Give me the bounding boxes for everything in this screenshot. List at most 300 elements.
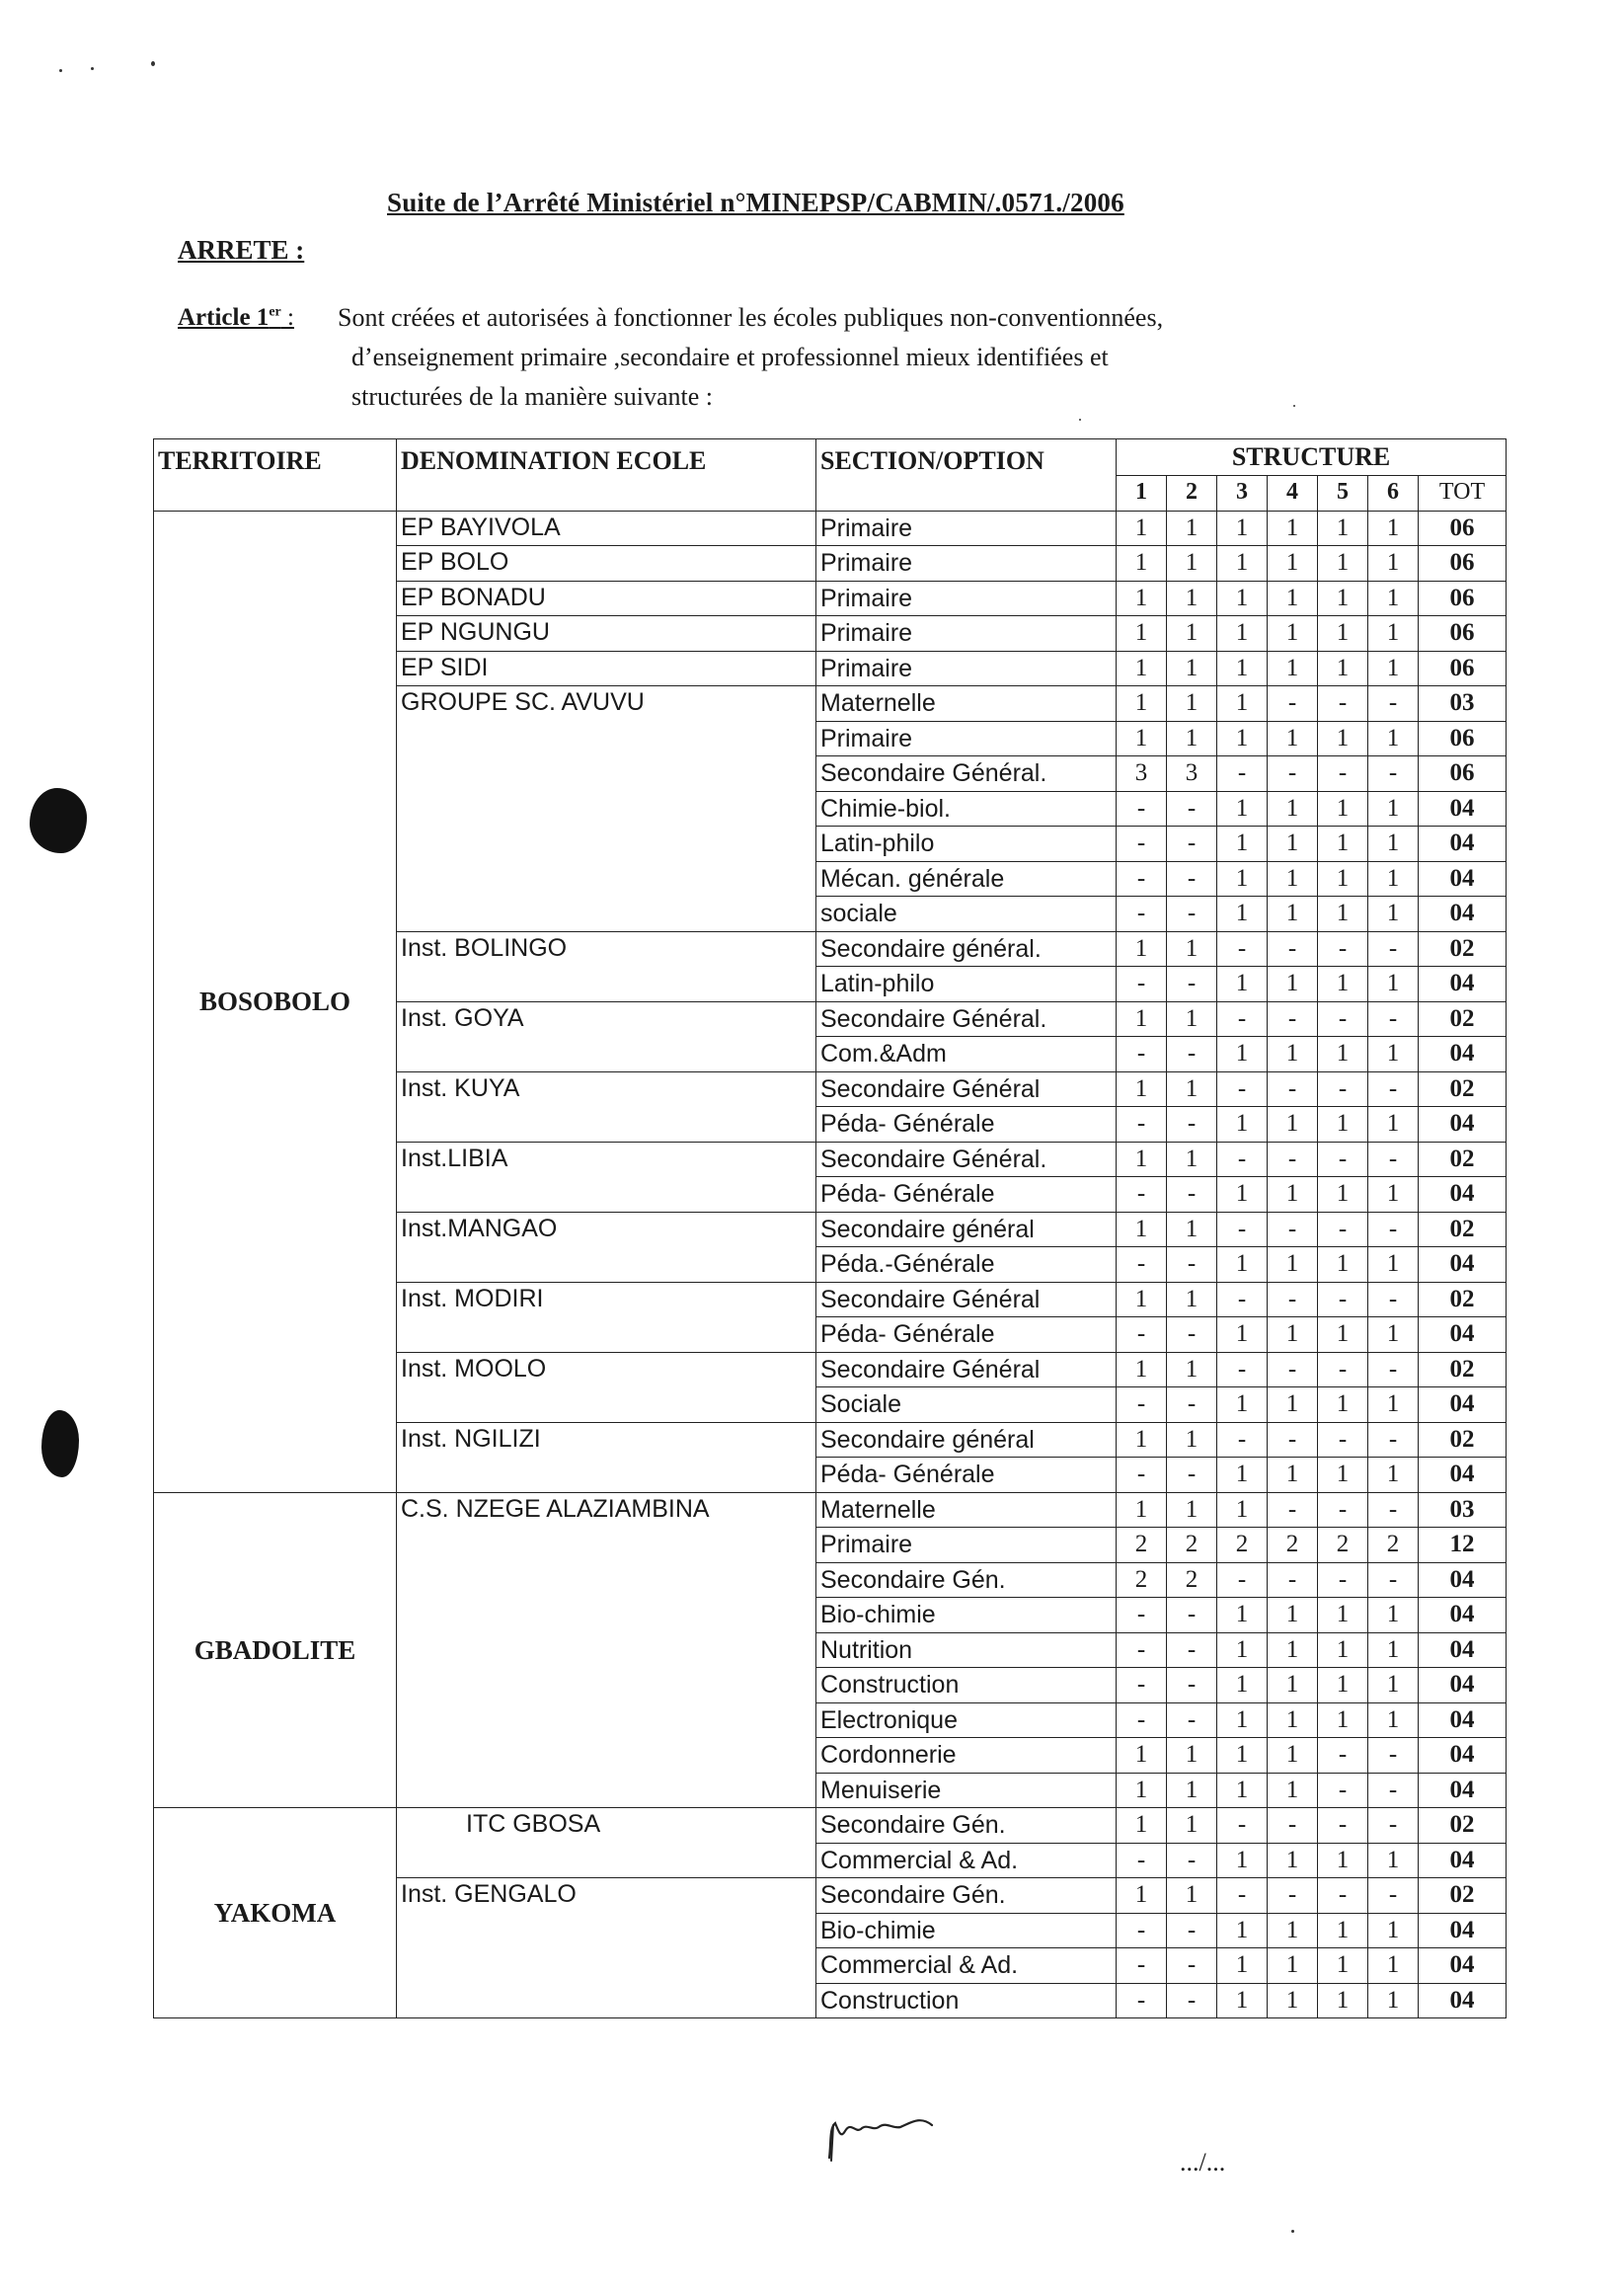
level-4-cell: - xyxy=(1268,756,1318,792)
level-2-cell: 1 xyxy=(1167,1492,1217,1528)
school-name-cell: Inst.MANGAO xyxy=(397,1212,816,1282)
level-3-cell: 1 xyxy=(1217,1632,1268,1668)
level-6-cell: - xyxy=(1368,1282,1419,1317)
level-2-cell: - xyxy=(1167,1458,1217,1493)
level-1-cell: - xyxy=(1117,1632,1167,1668)
section-cell: sociale xyxy=(816,897,1117,932)
school-name-cell: Inst. GOYA xyxy=(397,1001,816,1071)
article-line: d’enseignement primaire ,secondaire et professionnel mieux identifiées et xyxy=(351,343,1109,371)
level-6-cell: - xyxy=(1368,1001,1419,1037)
total-cell: 04 xyxy=(1419,897,1507,932)
level-1-cell: - xyxy=(1117,1177,1167,1213)
section-cell: Commercial & Ad. xyxy=(816,1948,1117,1984)
schools-table xyxy=(153,438,1507,2018)
article-label-colon: : xyxy=(280,304,294,331)
level-1-cell: 1 xyxy=(1117,651,1167,686)
level-1-cell: 1 xyxy=(1117,1808,1167,1844)
total-cell: 04 xyxy=(1419,1037,1507,1072)
table-body xyxy=(154,511,1507,2018)
school-name-cell: GROUPE SC. AVUVU xyxy=(397,686,816,932)
level-3-cell: - xyxy=(1217,1878,1268,1914)
level-4-cell: 1 xyxy=(1268,1913,1318,1948)
level-1-cell: - xyxy=(1117,1247,1167,1283)
header-level-3: 3 xyxy=(1217,476,1268,512)
section-cell: Secondaire Gén. xyxy=(816,1878,1117,1914)
level-6-cell: - xyxy=(1368,1562,1419,1598)
level-5-cell: 2 xyxy=(1318,1528,1368,1563)
section-cell: Primaire xyxy=(816,511,1117,546)
total-cell: 04 xyxy=(1419,1387,1507,1423)
level-2-cell: 1 xyxy=(1167,616,1217,652)
level-2-cell: - xyxy=(1167,1702,1217,1738)
level-2-cell: - xyxy=(1167,1913,1217,1948)
territory-cell: BOSOBOLO xyxy=(154,511,397,1492)
level-2-cell: 1 xyxy=(1167,1071,1217,1107)
level-2-cell: - xyxy=(1167,861,1217,897)
level-3-cell: - xyxy=(1217,1142,1268,1177)
level-4-cell: 1 xyxy=(1268,1738,1318,1774)
level-2-cell: 1 xyxy=(1167,651,1217,686)
punch-hole-mark xyxy=(30,788,87,853)
level-4-cell: 1 xyxy=(1268,1177,1318,1213)
level-2-cell: 1 xyxy=(1167,931,1217,967)
level-3-cell: 1 xyxy=(1217,1037,1268,1072)
level-5-cell: - xyxy=(1318,1071,1368,1107)
level-4-cell: 1 xyxy=(1268,1247,1318,1283)
level-2-cell: - xyxy=(1167,1843,1217,1878)
level-5-cell: - xyxy=(1318,1808,1368,1844)
level-1-cell: 1 xyxy=(1117,1282,1167,1317)
section-cell: Sociale xyxy=(816,1387,1117,1423)
level-3-cell: 1 xyxy=(1217,686,1268,722)
header-territoire: TERRITOIRE xyxy=(154,439,397,512)
school-name-cell: Inst. GENGALO xyxy=(397,1878,816,2018)
school-name-cell: EP NGUNGU xyxy=(397,616,816,652)
article-line: structurées de la manière suivante : xyxy=(351,382,714,411)
header-denomination: DENOMINATION ECOLE xyxy=(397,439,816,512)
level-6-cell: 1 xyxy=(1368,897,1419,932)
level-1-cell: 1 xyxy=(1117,616,1167,652)
continuation-mark: .../... xyxy=(1180,2148,1226,2176)
total-cell: 04 xyxy=(1419,1913,1507,1948)
level-3-cell: 1 xyxy=(1217,1913,1268,1948)
section-cell: Nutrition xyxy=(816,1632,1117,1668)
school-name-cell: Inst. BOLINGO xyxy=(397,931,816,1001)
level-5-cell: 1 xyxy=(1318,861,1368,897)
total-cell: 06 xyxy=(1419,581,1507,616)
total-cell: 02 xyxy=(1419,1142,1507,1177)
level-1-cell: - xyxy=(1117,1598,1167,1633)
level-3-cell: 1 xyxy=(1217,1598,1268,1633)
level-6-cell: 1 xyxy=(1368,1458,1419,1493)
level-2-cell: 1 xyxy=(1167,1352,1217,1387)
total-cell: 04 xyxy=(1419,1668,1507,1703)
level-2-cell: - xyxy=(1167,1317,1217,1353)
level-2-cell: - xyxy=(1167,827,1217,862)
level-3-cell: 1 xyxy=(1217,1107,1268,1143)
level-2-cell: - xyxy=(1167,897,1217,932)
level-2-cell: 1 xyxy=(1167,1142,1217,1177)
level-4-cell: 1 xyxy=(1268,1843,1318,1878)
level-5-cell: 1 xyxy=(1318,827,1368,862)
section-cell: Péda- Générale xyxy=(816,1458,1117,1493)
level-6-cell: - xyxy=(1368,1773,1419,1808)
level-4-cell: - xyxy=(1268,1422,1318,1458)
section-cell: Bio-chimie xyxy=(816,1598,1117,1633)
level-1-cell: 1 xyxy=(1117,686,1167,722)
level-5-cell: 1 xyxy=(1318,1843,1368,1878)
total-cell: 04 xyxy=(1419,791,1507,827)
level-6-cell: - xyxy=(1368,756,1419,792)
level-6-cell: 1 xyxy=(1368,546,1419,582)
level-4-cell: 2 xyxy=(1268,1528,1318,1563)
school-name-cell: EP SIDI xyxy=(397,651,816,686)
level-3-cell: - xyxy=(1217,1352,1268,1387)
total-cell: 02 xyxy=(1419,931,1507,967)
total-cell: 04 xyxy=(1419,1632,1507,1668)
level-5-cell: - xyxy=(1318,1142,1368,1177)
level-3-cell: 1 xyxy=(1217,967,1268,1002)
level-4-cell: - xyxy=(1268,1352,1318,1387)
level-5-cell: 1 xyxy=(1318,1387,1368,1423)
level-5-cell: - xyxy=(1318,931,1368,967)
level-4-cell: - xyxy=(1268,931,1318,967)
level-1-cell: 3 xyxy=(1117,756,1167,792)
total-cell: 04 xyxy=(1419,861,1507,897)
total-cell: 04 xyxy=(1419,1843,1507,1878)
level-4-cell: - xyxy=(1268,1142,1318,1177)
level-3-cell: 1 xyxy=(1217,1458,1268,1493)
total-cell: 04 xyxy=(1419,1702,1507,1738)
level-6-cell: 1 xyxy=(1368,721,1419,756)
level-6-cell: - xyxy=(1368,1352,1419,1387)
school-name-cell: EP BOLO xyxy=(397,546,816,582)
territory-cell: GBADOLITE xyxy=(154,1492,397,1808)
section-cell: Chimie-biol. xyxy=(816,791,1117,827)
level-3-cell: 2 xyxy=(1217,1528,1268,1563)
level-1-cell: - xyxy=(1117,1458,1167,1493)
table-row xyxy=(154,511,1507,546)
level-5-cell: - xyxy=(1318,1001,1368,1037)
level-1-cell: - xyxy=(1117,1387,1167,1423)
level-5-cell: 1 xyxy=(1318,1702,1368,1738)
level-5-cell: - xyxy=(1318,756,1368,792)
school-name-cell: C.S. NZEGE ALAZIAMBINA xyxy=(397,1492,816,1808)
level-4-cell: 1 xyxy=(1268,1983,1318,2018)
level-5-cell: - xyxy=(1318,1878,1368,1914)
section-cell: Primaire xyxy=(816,546,1117,582)
level-6-cell: 1 xyxy=(1368,1598,1419,1633)
level-2-cell: - xyxy=(1167,1632,1217,1668)
total-cell: 04 xyxy=(1419,1948,1507,1984)
level-3-cell: 1 xyxy=(1217,1317,1268,1353)
header-level-5: 5 xyxy=(1318,476,1368,512)
level-6-cell: - xyxy=(1368,1142,1419,1177)
article-label-superscript: er xyxy=(269,304,281,320)
level-5-cell: 1 xyxy=(1318,616,1368,652)
section-cell: Electronique xyxy=(816,1702,1117,1738)
level-3-cell: - xyxy=(1217,1422,1268,1458)
level-6-cell: 1 xyxy=(1368,1247,1419,1283)
level-2-cell: 1 xyxy=(1167,1808,1217,1844)
section-cell: Commercial & Ad. xyxy=(816,1843,1117,1878)
level-4-cell: - xyxy=(1268,1808,1318,1844)
level-6-cell: 1 xyxy=(1368,1317,1419,1353)
level-6-cell: 1 xyxy=(1368,1983,1419,2018)
total-cell: 04 xyxy=(1419,1773,1507,1808)
level-3-cell: 1 xyxy=(1217,791,1268,827)
level-1-cell: - xyxy=(1117,1668,1167,1703)
level-5-cell: - xyxy=(1318,1773,1368,1808)
level-2-cell: 1 xyxy=(1167,581,1217,616)
punch-hole-mark xyxy=(41,1410,79,1477)
header-section: SECTION/OPTION xyxy=(816,439,1117,512)
total-cell: 04 xyxy=(1419,1738,1507,1774)
level-1-cell: - xyxy=(1117,897,1167,932)
article-line: Sont créées et autorisées à fonctionner les écoles publiques non-conventionnées, xyxy=(338,303,1164,332)
level-3-cell: - xyxy=(1217,1071,1268,1107)
level-3-cell: 1 xyxy=(1217,581,1268,616)
section-cell: Primaire xyxy=(816,651,1117,686)
level-5-cell: 1 xyxy=(1318,1037,1368,1072)
level-2-cell: 1 xyxy=(1167,1878,1217,1914)
level-1-cell: 1 xyxy=(1117,1422,1167,1458)
level-6-cell: - xyxy=(1368,931,1419,967)
total-cell: 06 xyxy=(1419,651,1507,686)
section-cell: Secondaire Général. xyxy=(816,1001,1117,1037)
level-5-cell: 1 xyxy=(1318,1983,1368,2018)
level-6-cell: - xyxy=(1368,1738,1419,1774)
level-6-cell: 1 xyxy=(1368,651,1419,686)
level-2-cell: 1 xyxy=(1167,546,1217,582)
scan-speck xyxy=(1291,2230,1294,2233)
level-3-cell: - xyxy=(1217,1808,1268,1844)
total-cell: 04 xyxy=(1419,1317,1507,1353)
level-3-cell: 1 xyxy=(1217,827,1268,862)
level-4-cell: - xyxy=(1268,1878,1318,1914)
level-3-cell: - xyxy=(1217,1001,1268,1037)
level-5-cell: - xyxy=(1318,1422,1368,1458)
section-cell: Secondaire Général. xyxy=(816,1142,1117,1177)
total-cell: 04 xyxy=(1419,1247,1507,1283)
scan-speck xyxy=(1079,419,1081,421)
section-cell: Secondaire Général xyxy=(816,1071,1117,1107)
level-6-cell: 1 xyxy=(1368,1948,1419,1984)
level-4-cell: 1 xyxy=(1268,791,1318,827)
level-1-cell: 1 xyxy=(1117,1071,1167,1107)
level-1-cell: 1 xyxy=(1117,1142,1167,1177)
section-cell: Mécan. générale xyxy=(816,861,1117,897)
level-6-cell: 1 xyxy=(1368,1037,1419,1072)
level-4-cell: 1 xyxy=(1268,897,1318,932)
level-4-cell: 1 xyxy=(1268,1107,1318,1143)
scan-speck xyxy=(59,69,62,72)
level-2-cell: 2 xyxy=(1167,1562,1217,1598)
level-4-cell: 1 xyxy=(1268,546,1318,582)
level-6-cell: 1 xyxy=(1368,1387,1419,1423)
total-cell: 04 xyxy=(1419,827,1507,862)
level-5-cell: - xyxy=(1318,1352,1368,1387)
header-structure: STRUCTURE xyxy=(1117,439,1507,476)
level-3-cell: 1 xyxy=(1217,1177,1268,1213)
level-3-cell: - xyxy=(1217,1282,1268,1317)
total-cell: 06 xyxy=(1419,511,1507,546)
level-5-cell: 1 xyxy=(1318,967,1368,1002)
level-5-cell: - xyxy=(1318,1212,1368,1247)
section-cell: Péda- Générale xyxy=(816,1107,1117,1143)
level-4-cell: 1 xyxy=(1268,1387,1318,1423)
level-4-cell: 1 xyxy=(1268,827,1318,862)
level-4-cell: 1 xyxy=(1268,721,1318,756)
section-cell: Primaire xyxy=(816,1528,1117,1563)
level-6-cell: - xyxy=(1368,1212,1419,1247)
total-cell: 03 xyxy=(1419,1492,1507,1528)
level-4-cell: 1 xyxy=(1268,581,1318,616)
level-6-cell: 1 xyxy=(1368,581,1419,616)
level-1-cell: 2 xyxy=(1117,1528,1167,1563)
level-4-cell: 1 xyxy=(1268,1773,1318,1808)
level-5-cell: - xyxy=(1318,686,1368,722)
total-cell: 04 xyxy=(1419,1598,1507,1633)
section-cell: Latin-philo xyxy=(816,827,1117,862)
level-1-cell: 1 xyxy=(1117,1352,1167,1387)
level-2-cell: 1 xyxy=(1167,1738,1217,1774)
level-2-cell: - xyxy=(1167,1177,1217,1213)
section-cell: Construction xyxy=(816,1983,1117,2018)
table-row xyxy=(154,1808,1507,1844)
level-4-cell: 1 xyxy=(1268,616,1318,652)
level-6-cell: 1 xyxy=(1368,1668,1419,1703)
level-4-cell: 1 xyxy=(1268,967,1318,1002)
arrete-label: ARRETE : xyxy=(178,235,305,265)
total-cell: 04 xyxy=(1419,1458,1507,1493)
level-2-cell: 1 xyxy=(1167,721,1217,756)
level-3-cell: 1 xyxy=(1217,1702,1268,1738)
level-1-cell: 1 xyxy=(1117,511,1167,546)
level-6-cell: 1 xyxy=(1368,616,1419,652)
level-3-cell: 1 xyxy=(1217,861,1268,897)
level-5-cell: 1 xyxy=(1318,581,1368,616)
level-4-cell: 1 xyxy=(1268,1317,1318,1353)
level-1-cell: 1 xyxy=(1117,581,1167,616)
level-3-cell: - xyxy=(1217,756,1268,792)
total-cell: 02 xyxy=(1419,1071,1507,1107)
level-2-cell: - xyxy=(1167,1948,1217,1984)
level-6-cell: 1 xyxy=(1368,1702,1419,1738)
level-3-cell: 1 xyxy=(1217,1492,1268,1528)
header-level-2: 2 xyxy=(1167,476,1217,512)
level-6-cell: 1 xyxy=(1368,511,1419,546)
level-1-cell: 2 xyxy=(1117,1562,1167,1598)
section-cell: Primaire xyxy=(816,721,1117,756)
level-2-cell: 1 xyxy=(1167,511,1217,546)
level-5-cell: 1 xyxy=(1318,721,1368,756)
level-6-cell: 1 xyxy=(1368,1632,1419,1668)
total-cell: 02 xyxy=(1419,1001,1507,1037)
level-6-cell: - xyxy=(1368,686,1419,722)
total-cell: 06 xyxy=(1419,616,1507,652)
level-5-cell: 1 xyxy=(1318,1317,1368,1353)
level-3-cell: 1 xyxy=(1217,1247,1268,1283)
level-3-cell: 1 xyxy=(1217,511,1268,546)
school-name-cell: Inst. MODIRI xyxy=(397,1282,816,1352)
level-6-cell: 1 xyxy=(1368,791,1419,827)
scan-speck xyxy=(151,61,155,66)
school-name-cell: EP BONADU xyxy=(397,581,816,616)
level-1-cell: - xyxy=(1117,1702,1167,1738)
level-5-cell: 1 xyxy=(1318,1632,1368,1668)
level-6-cell: - xyxy=(1368,1808,1419,1844)
section-cell: Primaire xyxy=(816,581,1117,616)
school-name-cell: ITC GBOSA xyxy=(397,1808,816,1878)
level-6-cell: - xyxy=(1368,1422,1419,1458)
level-5-cell: 1 xyxy=(1318,1247,1368,1283)
section-cell: Construction xyxy=(816,1668,1117,1703)
level-1-cell: 1 xyxy=(1117,1001,1167,1037)
level-1-cell: 1 xyxy=(1117,1492,1167,1528)
level-1-cell: 1 xyxy=(1117,1212,1167,1247)
school-name-cell: Inst. KUYA xyxy=(397,1071,816,1142)
section-cell: Secondaire Général. xyxy=(816,756,1117,792)
level-1-cell: - xyxy=(1117,861,1167,897)
level-5-cell: - xyxy=(1318,1738,1368,1774)
total-cell: 06 xyxy=(1419,721,1507,756)
level-2-cell: - xyxy=(1167,1387,1217,1423)
level-3-cell: 1 xyxy=(1217,616,1268,652)
level-2-cell: - xyxy=(1167,1107,1217,1143)
level-5-cell: 1 xyxy=(1318,1598,1368,1633)
total-cell: 04 xyxy=(1419,1107,1507,1143)
section-cell: Maternelle xyxy=(816,686,1117,722)
level-3-cell: 1 xyxy=(1217,1948,1268,1984)
level-2-cell: - xyxy=(1167,1983,1217,2018)
level-3-cell: 1 xyxy=(1217,651,1268,686)
level-6-cell: 1 xyxy=(1368,1913,1419,1948)
total-cell: 02 xyxy=(1419,1352,1507,1387)
level-3-cell: 1 xyxy=(1217,1668,1268,1703)
article-label xyxy=(178,304,294,332)
level-1-cell: 1 xyxy=(1117,546,1167,582)
level-3-cell: - xyxy=(1217,1562,1268,1598)
school-name-cell: Inst.LIBIA xyxy=(397,1142,816,1212)
level-3-cell: 1 xyxy=(1217,897,1268,932)
level-5-cell: 1 xyxy=(1318,1458,1368,1493)
header-tot: TOT xyxy=(1419,476,1507,512)
level-4-cell: - xyxy=(1268,1492,1318,1528)
level-2-cell: 1 xyxy=(1167,1212,1217,1247)
level-5-cell: 1 xyxy=(1318,1948,1368,1984)
level-2-cell: 1 xyxy=(1167,1001,1217,1037)
level-4-cell: 1 xyxy=(1268,1702,1318,1738)
school-name-cell: EP BAYIVOLA xyxy=(397,511,816,546)
level-4-cell: 1 xyxy=(1268,1668,1318,1703)
total-cell: 02 xyxy=(1419,1422,1507,1458)
level-2-cell: - xyxy=(1167,1668,1217,1703)
level-5-cell: 1 xyxy=(1318,651,1368,686)
level-4-cell: - xyxy=(1268,1001,1318,1037)
table-header-row xyxy=(154,439,1507,476)
level-3-cell: 1 xyxy=(1217,1773,1268,1808)
level-5-cell: - xyxy=(1318,1282,1368,1317)
level-4-cell: 1 xyxy=(1268,1458,1318,1493)
level-4-cell: 1 xyxy=(1268,1598,1318,1633)
total-cell: 02 xyxy=(1419,1808,1507,1844)
level-3-cell: 1 xyxy=(1217,546,1268,582)
section-cell: Péda.-Générale xyxy=(816,1247,1117,1283)
section-cell: Primaire xyxy=(816,616,1117,652)
level-5-cell: 1 xyxy=(1318,546,1368,582)
total-cell: 03 xyxy=(1419,686,1507,722)
